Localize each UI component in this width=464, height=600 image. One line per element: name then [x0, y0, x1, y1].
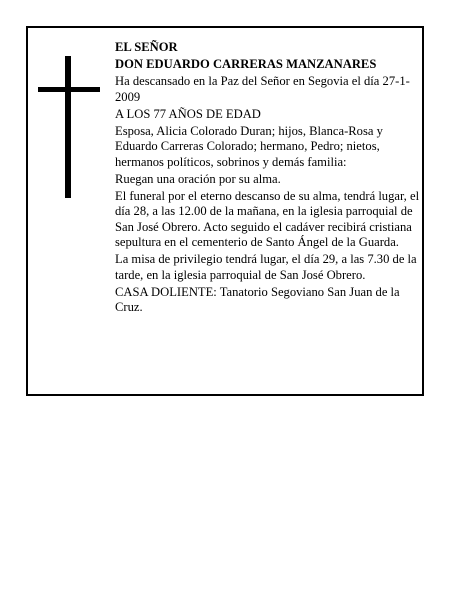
prayer-request: Ruegan una oración por su alma.	[115, 171, 281, 186]
obituary-text	[115, 40, 421, 317]
mass-info: La misa de privilegio tendrá lugar, el día 29, a las 7.30 de la tarde, en la iglesia parroquial de San José Obrero.	[115, 252, 417, 282]
cross-vertical-bar	[65, 56, 71, 198]
funeral-info: El funeral por el eterno descanso de su alma, tendrá lugar, el día 28, a las 12.00 de la mañana, en la iglesia parroquial de San José Obrero. Acto seguido el cadáver recibirá cristiana sepultura en el cementerio de Santo Ángel de la Guarda.	[115, 188, 420, 249]
rest-announcement: Ha descansado en la Paz del Señor en Segovia el día 27-1-2009	[115, 74, 410, 104]
deceased-title: EL SEÑOR	[115, 40, 178, 54]
family-list: Esposa, Alicia Colorado Duran; hijos, Blanca-Rosa y Eduardo Carreras Colorado; hermano, Pedro; nietos, hermanos políticos, sobrinos y demás familia:	[115, 123, 383, 169]
mourning-house: CASA DOLIENTE: Tanatorio Segoviano San Juan de la Cruz.	[115, 284, 400, 314]
obituary-notice	[26, 26, 424, 396]
deceased-name: DON EDUARDO CARRERAS MANZANARES	[115, 57, 377, 71]
age-line: A LOS 77 AÑOS DE EDAD	[115, 106, 261, 121]
cross-horizontal-bar	[38, 87, 100, 92]
cross-icon	[38, 56, 100, 198]
